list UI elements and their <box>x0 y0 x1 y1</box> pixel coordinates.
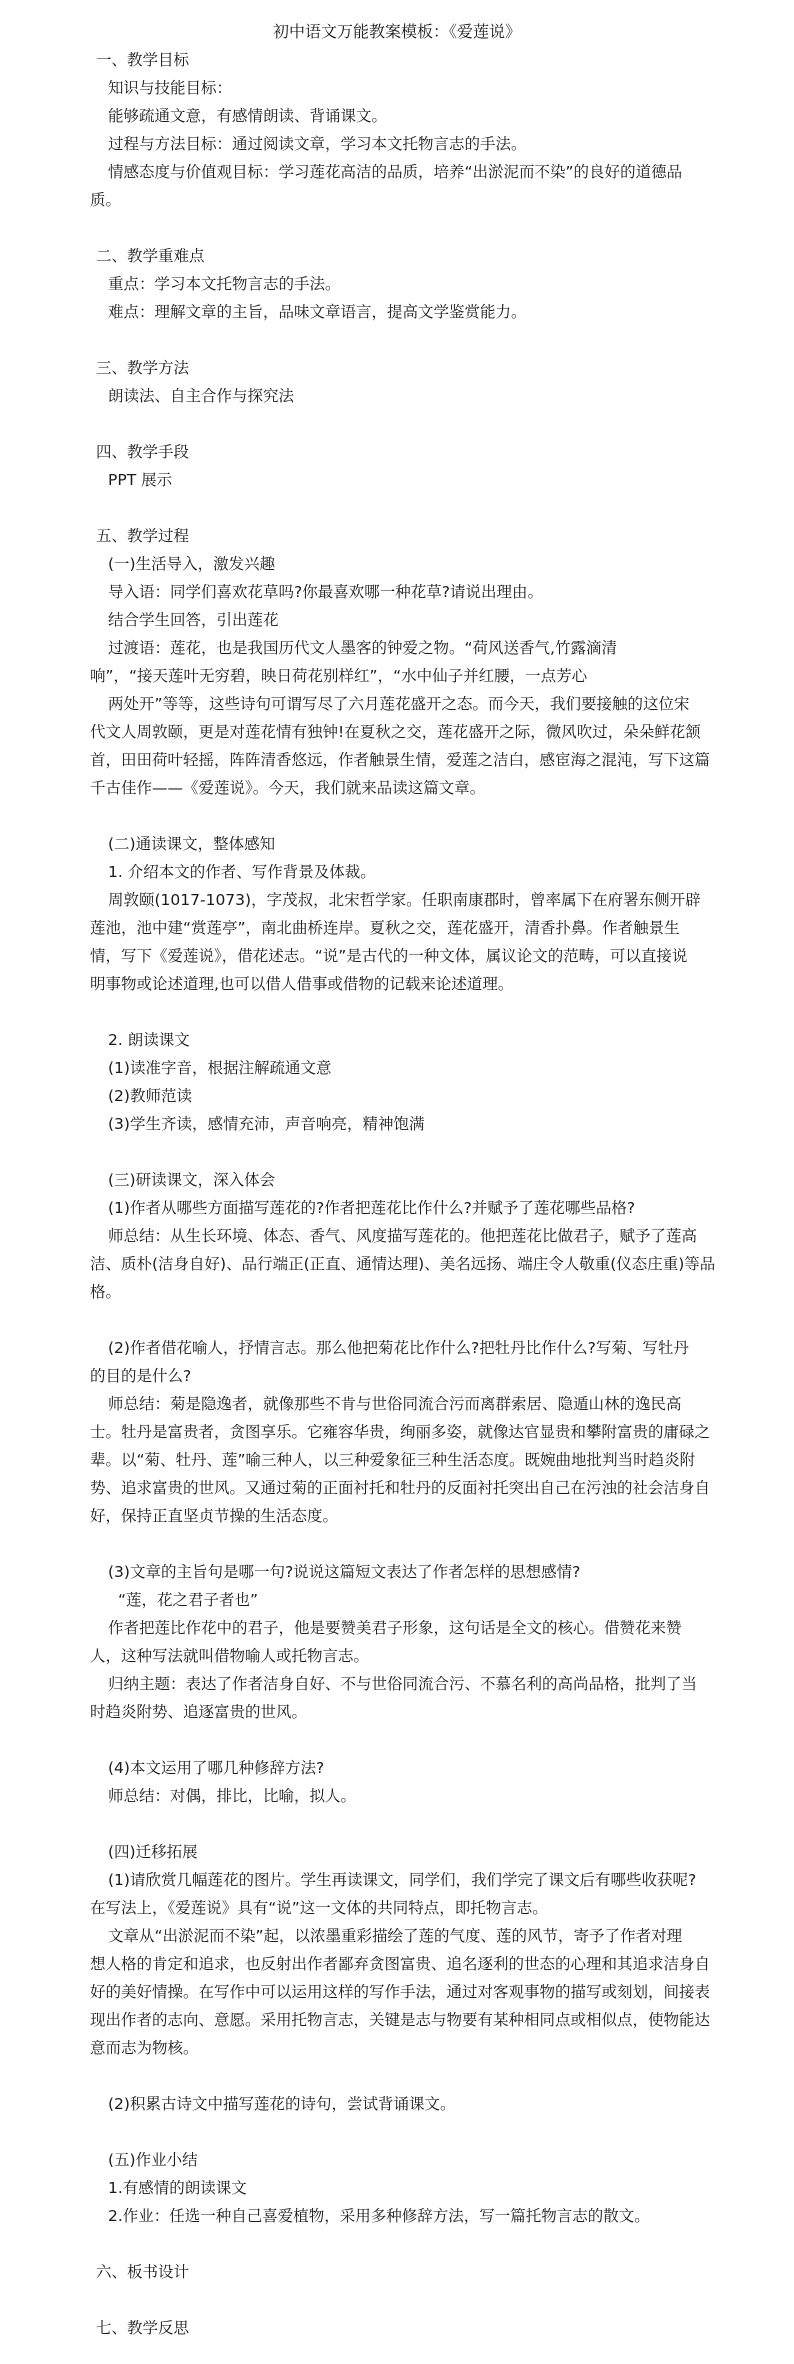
text-line: 势、追求富贵的世风。又通过菊的正面衬托和牡丹的反面衬托突出自己在污浊的社会洁身自 <box>90 1479 711 1497</box>
text-line: (三)研读课文，深入体会 <box>108 1171 276 1189</box>
text-line: 2.作业：任选一种自己喜爱植物，采用多种修辞方法，写一篇托物言志的散文。 <box>108 2207 650 2225</box>
text-line: (1)读准字音，根据注解疏通文意 <box>108 1059 332 1077</box>
text-line: (2)教师范读 <box>108 1087 192 1105</box>
text-line: (2)积累古诗文中描写莲花的诗句，尝试背诵课文。 <box>108 2095 456 2113</box>
paragraph-gap <box>0 1138 794 1166</box>
text-line: (四)迁移拓展 <box>108 1843 198 1861</box>
paragraph-gap <box>0 998 794 1026</box>
text-line: 在写法上，《爱莲说》具有“说”这一文体的共同特点，即托物言志。 <box>90 1899 548 1917</box>
text-line: 师总结：对偶，排比，比喻，拟人。 <box>108 1787 357 1805</box>
paragraph-gap <box>0 1726 794 1754</box>
text-line: 归纳主题：表达了作者洁身自好、不与世俗同流合污、不慕名利的高尚品格，批判了当 <box>108 1675 698 1693</box>
text-line: 想人格的肯定和追求，也反射出作者鄙弃贪图富贵、追名逐利的世态的心理和其追求洁身自 <box>90 1955 711 1973</box>
text-line: 作者把莲比作花中的君子，他是要赞美君子形象，这句话是全文的核心。借赞花来赞 <box>108 1619 682 1637</box>
text-line: 千古佳作——《爱莲说》。今天，我们就来品读这篇文章。 <box>90 779 486 797</box>
paragraph-gap <box>0 1306 794 1334</box>
section-heading: 六、板书设计 <box>96 2263 190 2281</box>
text-line: 难点：理解文章的主旨，品味文章语言，提高文学鉴赏能力。 <box>108 303 527 321</box>
text-line: 的目的是什么? <box>90 1367 192 1385</box>
text-line: 2. 朗读课文 <box>108 1031 190 1049</box>
text-line: 知识与技能目标： <box>108 79 233 97</box>
text-line: 辈。以“菊、牡丹、莲”喻三种人，以三种爱象征三种生活态度。既婉曲地批判当时趋炎附 <box>90 1451 696 1469</box>
text-line: 明事物或论述道理,也可以借人借事或借物的记载来论述道理。 <box>90 975 514 993</box>
paragraph-gap <box>0 2286 794 2314</box>
text-line: “莲，花之君子者也” <box>118 1591 259 1609</box>
text-line: 洁、质朴(洁身自好)、品行端正(正直、通情达理)、美名远扬、端庄令人敬重(仪态庄重)等品 <box>90 1255 716 1273</box>
text-line: 莲池，池中建“赏莲亭”，南北曲桥连岸。夏秋之交，莲花盛开，清香扑鼻。作者触景生 <box>90 919 680 937</box>
paragraph-gap <box>0 2118 794 2146</box>
paragraph-gap <box>0 2062 794 2090</box>
text-line: 师总结：菊是隐逸者，就像那些不肯与世俗同流合污而离群索居、隐遁山林的逸民高 <box>108 1395 682 1413</box>
paragraph-gap <box>0 2230 794 2258</box>
text-line: 情感态度与价值观目标：学习莲花高洁的品质，培养“出淤泥而不染”的良好的道德品 <box>108 163 683 181</box>
section-heading: 五、教学过程 <box>96 527 190 545</box>
text-line: (二)通读课文，整体感知 <box>108 835 276 853</box>
text-line: (4)本文运用了哪几种修辞方法? <box>108 1759 325 1777</box>
text-line: 重点：学习本文托物言志的手法。 <box>108 275 341 293</box>
paragraph-gap <box>0 1530 794 1558</box>
text-line: 好的美好情操。在写作中可以运用这样的写作手法，通过对客观事物的描写或刻划，间接表 <box>90 1983 711 2001</box>
text-line: 两处开”等等，这些诗句可谓写尽了六月莲花盛开之态。而今天，我们要接触的这位宋 <box>108 695 690 713</box>
text-line: 过程与方法目标：通过阅读文章，学习本文托物言志的手法。 <box>108 135 527 153</box>
text-line: (五)作业小结 <box>108 2151 198 2169</box>
text-line: 周敦颐(1017-1073)，字茂叔，北宋哲学家。任职南康郡时，曾率属下在府署东侧开辟 <box>108 891 701 909</box>
text-line: 1.有感情的朗读课文 <box>108 2179 247 2197</box>
text-line: 响”，“接天莲叶无穷碧，映日荷花别样红”，“水中仙子并红腰，一点芳心 <box>90 667 588 685</box>
document-title: 初中语文万能教案模板：《爱莲说》 <box>272 22 521 41</box>
text-line: 结合学生回答，引出莲花 <box>108 611 279 629</box>
text-line: (一)生活导入，激发兴趣 <box>108 555 276 573</box>
text-line: 士。牡丹是富贵者，贪图享乐。它雍容华贵，绚丽多姿，就像达官显贵和攀附富贵的庸碌之 <box>90 1423 711 1441</box>
section-heading: 二、教学重难点 <box>96 247 205 265</box>
text-line: 人，这种写法就叫借物喻人或托物言志。 <box>90 1647 370 1665</box>
text-line: 情，写下《爱莲说》，借花述志。“说”是古代的一种文体，属议论文的范畴，可以直接说 <box>90 947 688 965</box>
text-line: (3)学生齐读，感情充沛，声音响亮，精神饱满 <box>108 1115 425 1133</box>
text-line: 首，田田荷叶轻摇，阵阵清香悠远，作者触景生情，爱莲之洁白，感宦海之混沌，写下这篇 <box>90 751 711 769</box>
section-heading: 一、教学目标 <box>96 51 190 69</box>
document-body <box>0 46 794 2342</box>
text-line: 代文人周敦颐，更是对莲花情有独钟!在夏秋之交，莲花盛开之际，微风吹过，朵朵鲜花颔 <box>90 723 701 741</box>
text-line: 时趋炎附势、追逐富贵的世风。 <box>90 1703 308 1721</box>
text-line: 朗读法、自主合作与探究法 <box>108 387 295 405</box>
paragraph-gap <box>0 326 794 354</box>
text-line: (1)作者从哪些方面描写莲花的?作者把莲花比作什么?并赋予了莲花哪些品格? <box>108 1199 636 1217</box>
text-line: 好，保持正直坚贞节操的生活态度。 <box>90 1507 339 1525</box>
text-line: 师总结：从生长环境、体态、香气、风度描写莲花的。他把莲花比做君子，赋予了莲高 <box>108 1227 698 1245</box>
section-heading: 三、教学方法 <box>96 359 190 377</box>
paragraph-gap <box>0 410 794 438</box>
text-line: 格。 <box>90 1283 122 1301</box>
paragraph-gap <box>0 1810 794 1838</box>
paragraph-gap <box>0 802 794 830</box>
text-line: (1)请欣赏几幅莲花的图片。学生再读课文，同学们，我们学完了课文后有哪些收获呢? <box>108 1871 697 1889</box>
paragraph-gap <box>0 494 794 522</box>
text-line: (2)作者借花喻人，抒情言志。那么他把菊花比作什么?把牡丹比作什么?写菊、写牡丹 <box>108 1339 689 1357</box>
text-line: 1. 介绍本文的作者、写作背景及体裁。 <box>108 863 376 881</box>
text-line: 导入语：同学们喜欢花草吗?你最喜欢哪一种花草?请说出理由。 <box>108 583 543 601</box>
section-heading: 七、教学反思 <box>96 2319 190 2337</box>
text-line: (3)文章的主旨句是哪一句?说说这篇短文表达了作者怎样的思想感情? <box>108 1563 581 1581</box>
text-line: PPT 展示 <box>108 471 173 489</box>
text-line: 文章从“出淤泥而不染”起，以浓墨重彩描绘了莲的气度、莲的风节，寄予了作者对理 <box>108 1927 683 1945</box>
text-line: 过渡语：莲花，也是我国历代文人墨客的钟爱之物。“荷风送香气,竹露滴清 <box>108 639 617 657</box>
text-line: 意而志为物核。 <box>90 2039 199 2057</box>
text-line: 现出作者的志向、意愿。采用托物言志，关键是志与物要有某种相同点或相似点，使物能达 <box>90 2011 711 2029</box>
text-line: 质。 <box>90 191 122 209</box>
paragraph-gap <box>0 214 794 242</box>
section-heading: 四、教学手段 <box>96 443 190 461</box>
text-line: 能够疏通文意，有感情朗读、背诵课文。 <box>108 107 388 125</box>
